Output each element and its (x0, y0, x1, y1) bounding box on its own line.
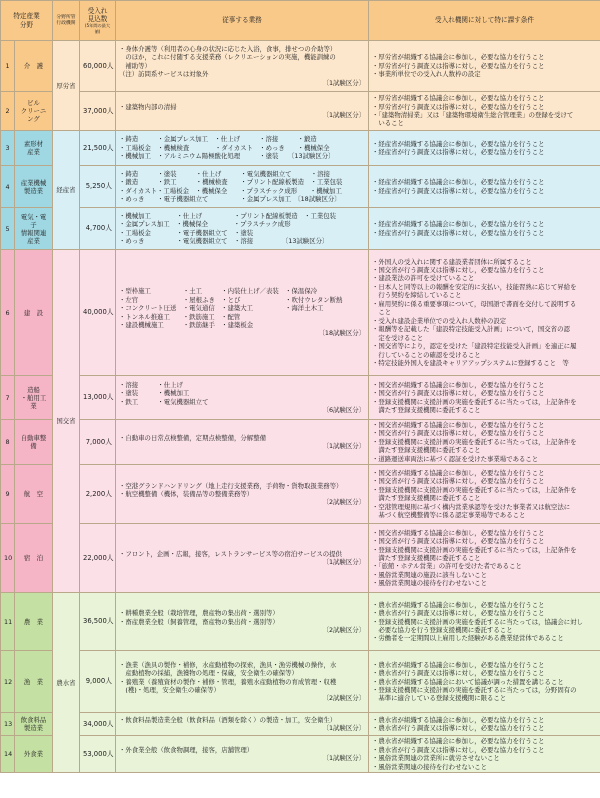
row-number (1, 651, 15, 713)
capacity-text: 60,000人 (83, 61, 114, 70)
capacity-value (80, 593, 116, 651)
field-name (15, 131, 53, 166)
host-conditions (369, 376, 600, 420)
condition-line: 満たす登録支援機関に委託すること (372, 554, 481, 563)
work-line: ・航空機整備（機体，装備品等の整備業務等） (119, 490, 254, 499)
work-description (116, 524, 369, 593)
work-line: ・漁業（漁具の製作・補修，水産動植物の探索，漁具・漁労機械の操作，水 (119, 660, 337, 669)
row-number (1, 713, 15, 736)
capacity-value (80, 92, 116, 131)
field-name (15, 713, 53, 736)
row-number-text: 9 (5, 490, 10, 499)
field-name-line: 造船 (27, 385, 40, 394)
work-line: ・型枠施工 ・土工 ・内装仕上げ／表装 ・保温保冷 (119, 287, 318, 296)
work-line: ・鋳造 ・塗装 ・仕上げ ・電気機器組立て ・溶接 (119, 169, 330, 178)
host-conditions (369, 420, 600, 465)
condition-line: ・国交省が行う調査又は指導に対し，必要な協力を行うこと (372, 266, 545, 274)
work-line: ・トンネル推進工 ・鉄筋施工 ・配管 (119, 312, 241, 321)
row-number-text: 2 (5, 107, 10, 115)
condition-line: ・経産省が組織する協議会に参加し，必要な協力を行うこと (372, 220, 545, 229)
condition-line: ・農水省が組織する協議会に参加し，必要な協力を行うこと (372, 715, 545, 724)
table-row (1, 250, 600, 376)
work-description (116, 713, 369, 736)
work-line: (穫)・処理，安全衛生の確保等） (119, 685, 220, 694)
condition-line: 満たす登録支援機関に委託すること (372, 446, 481, 455)
test-category-count: 〔2試験区分〕 (322, 694, 365, 703)
condition-line: ・国交省が行う調査又は指導に対し，必要な協力を行うこと (372, 477, 545, 486)
host-conditions (369, 736, 600, 773)
host-conditions (369, 131, 600, 166)
field-name-line: 情報関連産業 (20, 228, 47, 245)
condition-line: 基準に適合している登録支援機関に限ること (372, 694, 507, 703)
work-description (116, 736, 369, 773)
work-line: ・外食業全般（飲食物調理，接客，店舗管理） (119, 745, 254, 754)
work-line: ・身体介護等（利用者の心身の状況に応じた入浴，食事，排せつの介助等） (119, 44, 337, 53)
field-name-line: 製造業 (23, 724, 44, 733)
field-name (15, 41, 53, 92)
work-line: ・自動車の日常点検整備，定期点検整備，分解整備 (119, 433, 266, 442)
host-conditions (369, 465, 600, 524)
field-name-line: クリーニング (20, 107, 47, 123)
test-category-count: 〔2試験区分〕 (322, 498, 365, 507)
condition-line: 満たす登録支援機関に委託すること (372, 494, 481, 503)
ministry-name: 国交省 (56, 417, 76, 426)
work-description (116, 131, 369, 166)
work-line: ・飲食料品製造業全般（飲食料品（酒類を除く）の製造・加工，安全衛生） (119, 715, 337, 724)
row-number-text: 4 (5, 182, 10, 191)
condition-line: 基づく航空機整備等に係る認定事業場等であること (372, 511, 526, 520)
condition-line: ・国交省が行う調査又は指導に対し，必要な協力を行うこと (372, 537, 545, 546)
condition-line: ・登録支援機関に支援計画の実施を委託するに当たっては，上記条件を (372, 545, 577, 554)
table-row (1, 131, 600, 166)
condition-line: 行う契約を締結していること (372, 291, 462, 300)
table-row (1, 465, 600, 524)
row-number (1, 250, 15, 376)
field-name (15, 92, 53, 131)
field-name (15, 593, 53, 651)
capacity-value (80, 736, 116, 773)
field-name-line: 産業 (27, 148, 40, 156)
condition-line: ・風俗営業関連の接待を行わせないこと (372, 579, 488, 588)
condition-line: ・厚労省が行う調査又は指導に対し，必要な協力を行うこと (372, 61, 545, 70)
field-name-line: 漁 業 (23, 677, 44, 686)
capacity-text: 4,700人 (85, 224, 112, 233)
field-name (15, 420, 53, 465)
table-row (1, 736, 600, 773)
field-name-line: 素形材 (23, 140, 44, 148)
work-line: ・塗装 ・機械加工 (119, 389, 190, 398)
host-conditions (369, 166, 600, 208)
table-row (1, 593, 600, 651)
capacity-value (80, 41, 116, 92)
capacity-value (80, 713, 116, 736)
field-name-line: 電気・電子 (20, 212, 47, 229)
ministry-cell (53, 131, 80, 250)
capacity-value (80, 376, 116, 420)
work-line: ・鉄工 ・電気機器組立て (119, 397, 209, 406)
condition-line: ・道路運送車両法に基づく認証を受けた事業場であること (372, 454, 539, 463)
host-conditions (369, 250, 600, 376)
work-description (116, 465, 369, 524)
field-name-line: 製造業 (23, 186, 44, 195)
work-line: ・めっき ・電気機器組立て ・溶接 〔13試験区分〕 (119, 236, 329, 245)
row-number-text: 1 (5, 62, 10, 70)
condition-line: ・日本人と同等以上の報酬を安定的に支払い，技能習熟に応じて昇給を (372, 282, 577, 291)
work-line: ・ダイカスト・工場板金 ・機械保全 ・プラスチック成形 ・機械加工 (119, 186, 342, 195)
field-name-line: 航 空 (23, 490, 44, 499)
field-name-line: 介 護 (23, 62, 44, 70)
field-name (15, 166, 53, 208)
table-row (1, 166, 600, 208)
capacity-value (80, 208, 116, 250)
capacity-text: 36,500人 (83, 617, 114, 626)
row-number-text: 5 (5, 224, 10, 233)
work-line: ・めっき ・電子機器組立て ・金属プレス加工 〔18試験区分〕 (119, 194, 341, 203)
work-description (116, 651, 369, 713)
row-number-text: 12 (4, 677, 13, 686)
condition-line: ・風俗営業関連の施設に該当しないこと (372, 570, 488, 579)
table-row (1, 41, 600, 92)
condition-line: ・登録支援機関に支援計画の実施を委託するに当たっては，協議会に対し (372, 617, 583, 626)
condition-line: ・登録支援機関に支援計画の実施を委託するに当たっては，上記条件を (372, 397, 577, 406)
work-line: ・金属プレス加工 ・機械保全 ・プラスチック成形 (119, 220, 291, 229)
work-description (116, 41, 369, 92)
header-capacity: 受入れ 見込数 (5年間の最大値) (80, 1, 116, 41)
condition-line: ・農水省が組織する協議会に参加し，必要な協力を行うこと (372, 737, 545, 746)
work-line: ・養殖業（養殖資材の製作・補修・管理，養殖水産動植物の育成管理・収穫 (119, 677, 337, 686)
row-number (1, 376, 15, 420)
field-name (15, 524, 53, 593)
header-row (1, 1, 600, 41)
host-conditions (369, 524, 600, 593)
condition-line: ・経産省が行う調査又は指導に対し，必要な協力を行うこと (372, 186, 545, 195)
condition-line: いること (372, 119, 404, 128)
ministry-name: 農水省 (56, 678, 76, 687)
field-name (15, 736, 53, 773)
condition-line: ・風俗営業関連の営業所に就労させないこと (372, 754, 500, 763)
field-name-line: 産業機械 (20, 178, 47, 187)
work-line: ・左官 ・屋根ふき ・とび ・吹付ウレタン断熱 (119, 295, 343, 304)
condition-line: 定を受けること (372, 333, 424, 342)
test-category-count: 〔6試験区分〕 (322, 405, 365, 414)
row-number-text: 14 (4, 750, 13, 759)
row-number (1, 41, 15, 92)
field-name-line: 飲食料品 (20, 716, 47, 725)
condition-line: ・国交省が行う調査又は指導に対し，必要な協力を行うこと (372, 389, 545, 398)
table-row (1, 713, 600, 736)
condition-line: ・登録支援機関に支援計画の実施を委託するに当たっては，上記条件を (372, 485, 577, 494)
capacity-text: 53,000人 (83, 749, 114, 758)
capacity-value (80, 465, 116, 524)
row-number-text: 7 (5, 393, 10, 402)
condition-line: ・国交省が行う調査又は指導に対し，必要な協力を行うこと (372, 429, 545, 438)
work-line: ・耕種農業全般（栽培管理，農産物の集出荷・選別等） (119, 609, 279, 618)
work-line: ・コンクリート圧送 ・電気通信 ・建築大工 ・海洋土木工 (119, 304, 324, 313)
condition-line: ・経産省が組織する協議会に参加し，必要な協力を行うこと (372, 139, 545, 148)
condition-line: ・農水省が行う調査又は指導に対し，必要な協力を行うこと (372, 609, 545, 618)
condition-line: こと (372, 308, 392, 317)
capacity-text: 34,000人 (83, 719, 114, 728)
row-number-text: 13 (4, 720, 13, 729)
work-line: ・フロント，企画・広報，接客，レストランサービス等の宿泊サービスの提供 (119, 549, 342, 558)
condition-line: ・風俗営業関連の接待を行わせないこと (372, 762, 488, 771)
capacity-value (80, 524, 116, 593)
condition-line: ・経産省が組織する協議会に参加し，必要な協力を行うこと (372, 178, 545, 187)
field-name-line: 自動車整備 (20, 434, 47, 451)
field-name (15, 208, 53, 250)
work-description (116, 92, 369, 131)
host-conditions (369, 208, 600, 250)
condition-line: ・特定技能外国人を建設キャリアアップシステムに登録すること 等 (372, 358, 569, 367)
test-category-count: 〔18試験区分〕 (318, 329, 365, 338)
work-line: ・工場板金 ・電子機器組立て ・塗装 (119, 228, 254, 237)
capacity-text: 7,000人 (85, 437, 112, 446)
condition-line: ・国交省が組織する協議会に参加し，必要な協力を行うこと (372, 528, 545, 537)
header-work: 従事する業務 (116, 1, 369, 41)
condition-line: ・登録支援機関に支援計画の実施を委託するに当たっては，分野固有の (372, 685, 577, 694)
condition-line: ・農水省が行う調査又は指導に対し，必要な協力を行うこと (372, 724, 545, 733)
test-category-count: 〔1試験区分〕 (322, 442, 365, 451)
work-line: ・機械加工 ・アルミニウム陽極酸化処理 ・塗装 〔13試験区分〕 (119, 152, 335, 161)
capacity-value (80, 420, 116, 465)
field-name (15, 376, 53, 420)
work-line: ・建設機械施工 ・鉄筋継手 ・建築板金 (119, 320, 254, 329)
host-conditions (369, 593, 600, 651)
work-description (116, 593, 369, 651)
ministry-name: 経産省 (56, 186, 76, 194)
capacity-text: 2,200人 (85, 489, 112, 498)
condition-line: ・国交省等により，認定を受けた「建設特定技能受入計画」を適正に履 (372, 342, 577, 351)
header-field: 特定産業 分野 (1, 1, 53, 41)
condition-line: 行していることの確認を受けること (372, 350, 481, 359)
table-row (1, 92, 600, 131)
condition-line: ・空港管理規則に基づく構内営業承認等を受けた事業者又は航空法に (372, 502, 571, 511)
test-category-count: 〔1試験区分〕 (322, 111, 365, 119)
work-line: ・鋳造 ・金属プレス加工 ・仕上げ ・溶接 ・鍛造 (119, 135, 317, 144)
work-line: 補助等） (119, 61, 151, 70)
capacity-value (80, 651, 116, 713)
work-description (116, 250, 369, 376)
condition-line: ・国交省が組織する協議会に参加し，必要な協力を行うこと (372, 380, 545, 389)
host-conditions (369, 651, 600, 713)
table-row (1, 376, 600, 420)
capacity-text: 40,000人 (83, 308, 114, 317)
condition-line: ・国交省が組織する協議会に参加し，必要な協力を行うこと (372, 468, 545, 477)
header-conditions: 受入れ機関に対して特に課す条件 (369, 1, 600, 41)
row-number (1, 166, 15, 208)
table-row (1, 420, 600, 465)
row-number-text: 8 (5, 438, 10, 447)
row-number (1, 465, 15, 524)
condition-line: ・農水省が組織する協議会に参加し，必要な協力を行うこと (372, 660, 545, 669)
ministry-cell (53, 250, 80, 593)
field-name (15, 465, 53, 524)
condition-line: ・「建築物清掃業」又は「建築物環境衛生総合管理業」の登録を受けて (372, 111, 574, 119)
ministry-cell (53, 593, 80, 773)
work-description (116, 420, 369, 465)
condition-line: ・報酬等を記載した「建設特定技能受入計画」について，国交省の認 (372, 325, 570, 334)
condition-line: ・農水省が組織する協議会に参加し，必要な協力を行うこと (372, 600, 545, 609)
condition-line: ・登録支援機関に支援計画の実施を委託するに当たっては，上記条件を (372, 437, 577, 446)
host-conditions (369, 92, 600, 131)
condition-line: 必要な協力を行う登録支援機関に委託すること (372, 625, 513, 634)
field-name-line: 外食業 (23, 750, 44, 759)
work-line: ・工場板金 ・機械検査 ・ダイカスト ・めっき ・機械保全 (119, 143, 330, 152)
work-line: のほか，これに付随する支援業務（レクリエーションの実施，機能訓練の (119, 53, 336, 62)
capacity-value (80, 166, 116, 208)
row-number (1, 208, 15, 250)
row-number (1, 524, 15, 593)
condition-line: ・農水省が組織する協議会において協議が調った措置を講じること (372, 677, 564, 686)
condition-line: 満たす登録支援機関に委託すること (372, 405, 481, 414)
test-category-count: 〔1試験区分〕 (322, 754, 365, 763)
condition-line: ・農水省が行う調査又は指導に対し，必要な協力を行うこと (372, 669, 545, 678)
field-name (15, 651, 53, 713)
test-category-count: 〔1試験区分〕 (322, 558, 365, 567)
row-number-text: 10 (4, 554, 13, 563)
work-description (116, 166, 369, 208)
ministry-name: 厚労省 (56, 81, 76, 90)
work-description (116, 208, 369, 250)
host-conditions (369, 713, 600, 736)
condition-line: ・外国人の受入れに関する建設業者団体に所属すること (372, 257, 532, 266)
condition-line: ・国交省が組織する協議会に参加し，必要な協力を行うこと (372, 421, 545, 429)
capacity-value (80, 131, 116, 166)
condition-line: ・厚労省が組織する協議会に参加し，必要な協力を行うこと (372, 94, 545, 103)
field-name-line: ビル (27, 99, 40, 107)
table-body (1, 41, 600, 773)
condition-line: ・経産省が行う調査又は指導に対し，必要な協力を行うこと (372, 148, 545, 156)
row-number (1, 92, 15, 131)
capacity-text: 5,250人 (85, 182, 112, 191)
condition-line: ・厚労省が行う調査又は指導に対し，必要な協力を行うこと (372, 102, 545, 111)
condition-line: ・受入れ建設企業単位での受入れ人数枠の設定 (372, 316, 507, 325)
capacity-text: 9,000人 (85, 677, 112, 686)
condition-line: ・経産省が行う調査又は指導に対し，必要な協力を行うこと (372, 228, 545, 237)
work-line: （注）訪問系サービスは対象外 (119, 70, 209, 79)
row-number (1, 593, 15, 651)
row-number (1, 131, 15, 166)
field-name-line: 農 業 (23, 617, 44, 626)
table-row (1, 651, 600, 713)
table-row (1, 208, 600, 250)
work-line: ・鍛造 ・鉄工 ・機械検査 ・プリント配線板製造 ・工業包装 (119, 178, 343, 187)
work-line: ・機械加工 ・仕上げ ・プリント配線板製造 ・工業包装 (119, 211, 337, 220)
header-ministry: 分野所管 行政機関 (53, 1, 80, 41)
capacity-text: 13,000人 (83, 393, 114, 402)
field-name-line: 宿 泊 (23, 554, 44, 563)
field-name-line: ・舶用工業 (20, 393, 47, 410)
field-name (15, 250, 53, 376)
test-category-count: 〔2試験区分〕 (322, 625, 365, 634)
condition-line: ・「旅館・ホテル営業」の許可を受けた者であること (372, 562, 522, 571)
row-number-text: 3 (5, 144, 10, 152)
row-number-text: 11 (4, 617, 13, 626)
table-row (1, 524, 600, 593)
work-line: 産動植物の採捕，漁獲物の処理・保蔵，安全衛生の確保等） (119, 669, 298, 678)
field-name-line: 建 設 (23, 308, 44, 317)
test-category-count: 〔1試験区分〕 (322, 78, 365, 87)
capacity-text: 22,000人 (83, 553, 114, 562)
condition-line: ・建設業法の許可を受けていること (372, 274, 475, 283)
capacity-text: 21,500人 (83, 143, 114, 152)
condition-line: ・事業所単位での受入れ人数枠の設定 (372, 70, 481, 79)
work-line: ・空港グランドハンドリング（地上走行支援業務，手荷物・貨物取扱業務等） (119, 481, 343, 490)
condition-line: ・厚労省が組織する協議会に参加し，必要な協力を行うこと (372, 53, 545, 62)
work-line: ・建築物内部の清掃 (119, 102, 177, 111)
capacity-text: 37,000人 (83, 106, 114, 115)
condition-line: ・雇用契約に係る重要事項について，母国語で書面を交付して説明する (372, 299, 577, 308)
work-description (116, 376, 369, 420)
capacity-value (80, 250, 116, 376)
condition-line: ・農水省が行う調査又は指導に対し，必要な協力を行うこと (372, 745, 545, 754)
ministry-cell (53, 41, 80, 131)
row-number (1, 736, 15, 773)
work-line: ・畜産農業全般（飼養管理，畜産物の集出荷・選別等） (119, 617, 279, 626)
row-number-text: 6 (5, 308, 10, 317)
condition-line: ・労働者を一定期間以上雇用した経験がある農業経営体であること (372, 634, 564, 643)
host-conditions (369, 41, 600, 92)
work-line: ・溶接 ・仕上げ (119, 380, 183, 389)
test-category-count: 〔1試験区分〕 (322, 724, 365, 733)
row-number (1, 420, 15, 465)
